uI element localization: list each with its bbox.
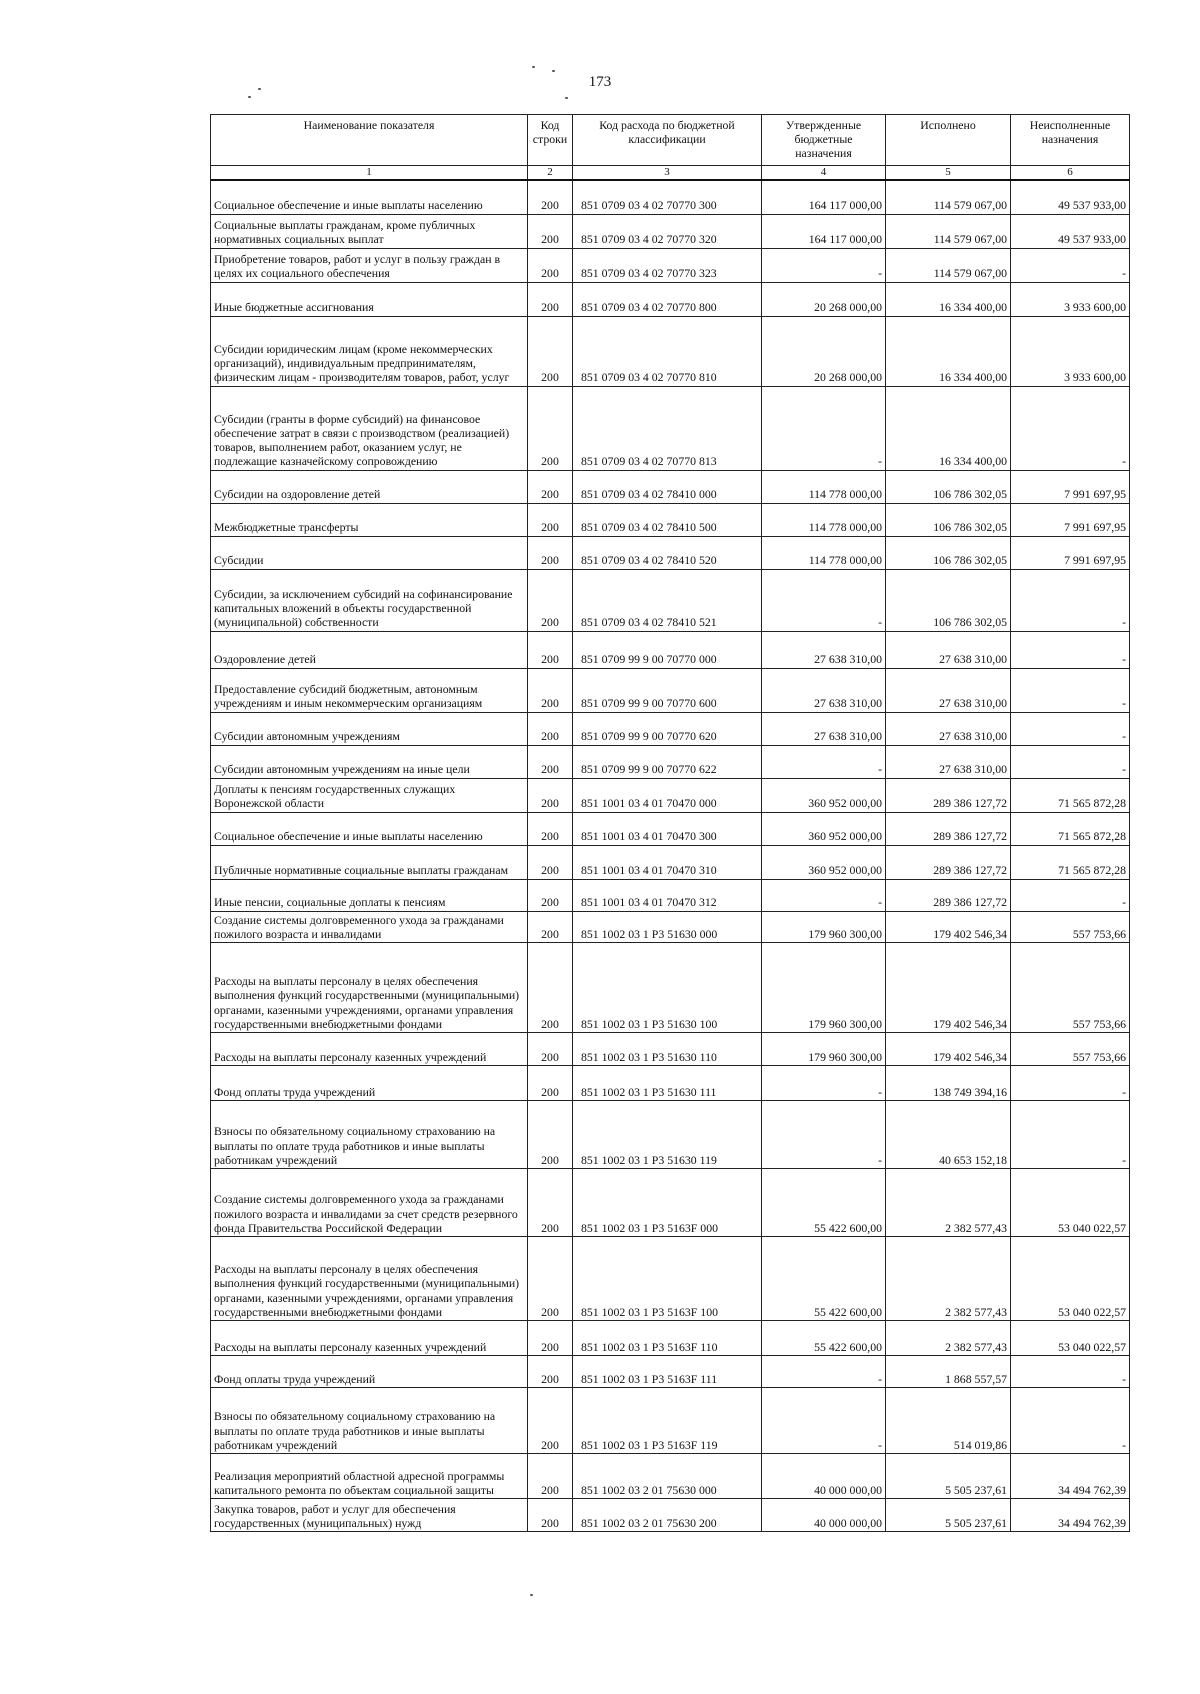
- indicator-name: Субсидии (гранты в форме субсидий) на финансовое обеспечение затрат в связи с производством (реализацией) товаров, выполнением работ, оказанием услуг, не подлежащие казначейскому сопровождению: [211, 386, 528, 470]
- executed-amount: 16 334 400,00: [886, 386, 1011, 470]
- table-row: [211, 316, 1130, 386]
- line-code: 200: [528, 778, 573, 812]
- unexecuted-amount: -: [1011, 745, 1130, 778]
- line-code: 200: [528, 282, 573, 316]
- indicator-name: Субсидии, за исключением субсидий на софинансирование капитальных вложений в объекты государственной (муниципальной) собственности: [211, 569, 528, 631]
- approved-amount: 55 422 600,00: [762, 1236, 886, 1320]
- unexecuted-amount: -: [1011, 631, 1130, 668]
- unexecuted-amount: 7 991 697,95: [1011, 536, 1130, 569]
- unexecuted-amount: 3 933 600,00: [1011, 316, 1130, 386]
- approved-amount: 27 638 310,00: [762, 668, 886, 712]
- approved-amount: 55 422 600,00: [762, 1168, 886, 1236]
- indicator-name: Социальное обеспечение и иные выплаты населению: [211, 180, 528, 214]
- classification-code: 851 0709 99 9 00 70770 622: [573, 745, 762, 778]
- line-code: 200: [528, 1032, 573, 1065]
- table-row: [211, 282, 1130, 316]
- executed-amount: 2 382 577,43: [886, 1320, 1011, 1355]
- classification-code: 851 1002 03 1 P3 51630 110: [573, 1032, 762, 1065]
- approved-amount: 360 952 000,00: [762, 812, 886, 845]
- budget-execution-table: [210, 114, 1130, 1532]
- table-row: [211, 631, 1130, 668]
- unexecuted-amount: 557 753,66: [1011, 1032, 1130, 1065]
- table-row: [211, 386, 1130, 470]
- executed-amount: 16 334 400,00: [886, 316, 1011, 386]
- table-row: [211, 503, 1130, 536]
- indicator-name: Социальные выплаты гражданам, кроме публичных нормативных социальных выплат: [211, 214, 528, 248]
- unexecuted-amount: 53 040 022,57: [1011, 1168, 1130, 1236]
- executed-amount: 27 638 310,00: [886, 668, 1011, 712]
- indicator-name: Расходы на выплаты персоналу казенных учреждений: [211, 1320, 528, 1355]
- classification-code: 851 0709 03 4 02 78410 500: [573, 503, 762, 536]
- table-row: [211, 668, 1130, 712]
- line-code: 200: [528, 631, 573, 668]
- indicator-name: Субсидии: [211, 536, 528, 569]
- indicator-name: Межбюджетные трансферты: [211, 503, 528, 536]
- classification-code: 851 1002 03 1 P3 5163F 111: [573, 1355, 762, 1387]
- line-code: 200: [528, 386, 573, 470]
- table-row: [211, 470, 1130, 503]
- classification-code: 851 0709 03 4 02 70770 810: [573, 316, 762, 386]
- table-row: [211, 942, 1130, 1032]
- executed-amount: 27 638 310,00: [886, 712, 1011, 745]
- classification-code: 851 1002 03 1 P3 51630 111: [573, 1065, 762, 1100]
- scan-speck: [565, 97, 568, 99]
- column-number: 5: [886, 166, 1011, 181]
- indicator-name: Приобретение товаров, работ и услуг в пользу граждан в целях их социального обеспечения: [211, 248, 528, 282]
- classification-code: 851 1001 03 4 01 70470 312: [573, 879, 762, 911]
- executed-amount: 289 386 127,72: [886, 812, 1011, 845]
- indicator-name: Закупка товаров, работ и услуг для обеспечения государственных (муниципальных) нужд: [211, 1498, 528, 1531]
- indicator-name: Иные пенсии, социальные доплаты к пенсиям: [211, 879, 528, 911]
- line-code: 200: [528, 812, 573, 845]
- executed-amount: 106 786 302,05: [886, 536, 1011, 569]
- unexecuted-amount: -: [1011, 1355, 1130, 1387]
- approved-amount: 164 117 000,00: [762, 214, 886, 248]
- approved-amount: 27 638 310,00: [762, 712, 886, 745]
- line-code: 200: [528, 1453, 573, 1498]
- table-row: [211, 569, 1130, 631]
- table-row: [211, 911, 1130, 942]
- approved-amount: 360 952 000,00: [762, 845, 886, 879]
- line-code: 200: [528, 248, 573, 282]
- classification-code: 851 1002 03 1 P3 5163F 000: [573, 1168, 762, 1236]
- classification-code: 851 0709 03 4 02 78410 520: [573, 536, 762, 569]
- header-indicator-name: Наименование показателя: [211, 115, 528, 166]
- approved-amount: -: [762, 1387, 886, 1453]
- classification-code: 851 0709 03 4 02 70770 300: [573, 180, 762, 214]
- unexecuted-amount: -: [1011, 879, 1130, 911]
- approved-amount: 40 000 000,00: [762, 1453, 886, 1498]
- classification-code: 851 1002 03 2 01 75630 200: [573, 1498, 762, 1531]
- approved-amount: 179 960 300,00: [762, 1032, 886, 1065]
- executed-amount: 27 638 310,00: [886, 631, 1011, 668]
- line-code: 200: [528, 1065, 573, 1100]
- header-unexecuted: Неисполненные назначения: [1011, 115, 1130, 166]
- line-code: 200: [528, 470, 573, 503]
- executed-amount: 106 786 302,05: [886, 503, 1011, 536]
- executed-amount: 114 579 067,00: [886, 180, 1011, 214]
- scan-speck: [530, 1594, 533, 1596]
- unexecuted-amount: 3 933 600,00: [1011, 282, 1130, 316]
- indicator-name: Доплаты к пенсиям государственных служащих Воронежской области: [211, 778, 528, 812]
- header-executed: Исполнено: [886, 115, 1011, 166]
- line-code: 200: [528, 911, 573, 942]
- indicator-name: Реализация мероприятий областной адресной программы капитального ремонта по объектам социальной защиты: [211, 1453, 528, 1498]
- line-code: 200: [528, 1100, 573, 1168]
- scan-speck: [258, 88, 261, 90]
- line-code: 200: [528, 503, 573, 536]
- indicator-name: Субсидии юридическим лицам (кроме некоммерческих организаций), индивидуальным предпринимателям, физическим лицам - производителям товаров, работ, услуг: [211, 316, 528, 386]
- approved-amount: -: [762, 569, 886, 631]
- line-code: 200: [528, 879, 573, 911]
- executed-amount: 106 786 302,05: [886, 470, 1011, 503]
- column-number: 2: [528, 166, 573, 181]
- classification-code: 851 1002 03 1 P3 51630 000: [573, 911, 762, 942]
- executed-amount: 106 786 302,05: [886, 569, 1011, 631]
- indicator-name: Расходы на выплаты персоналу в целях обеспечения выполнения функций государственными (муниципальными) органами, казенными учреждениями, органами управления государственными внебюджетными фондами: [211, 1236, 528, 1320]
- indicator-name: Публичные нормативные социальные выплаты гражданам: [211, 845, 528, 879]
- table-row: [211, 845, 1130, 879]
- header-approved: Утвержденные бюджетные назначения: [762, 115, 886, 166]
- indicator-name: Взносы по обязательному социальному страхованию на выплаты по оплате труда работников и иные выплаты работникам учреждений: [211, 1100, 528, 1168]
- approved-amount: 40 000 000,00: [762, 1498, 886, 1531]
- indicator-name: Фонд оплаты труда учреждений: [211, 1355, 528, 1387]
- indicator-name: Субсидии на оздоровление детей: [211, 470, 528, 503]
- line-code: 200: [528, 569, 573, 631]
- unexecuted-amount: 71 565 872,28: [1011, 845, 1130, 879]
- table-row: [211, 180, 1130, 214]
- table-row: [211, 712, 1130, 745]
- line-code: 200: [528, 536, 573, 569]
- approved-amount: -: [762, 1100, 886, 1168]
- table-row: [211, 1100, 1130, 1168]
- indicator-name: Социальное обеспечение и иные выплаты населению: [211, 812, 528, 845]
- table-row: [211, 1498, 1130, 1531]
- line-code: 200: [528, 942, 573, 1032]
- approved-amount: 27 638 310,00: [762, 631, 886, 668]
- executed-amount: 114 579 067,00: [886, 248, 1011, 282]
- classification-code: 851 0709 99 9 00 70770 620: [573, 712, 762, 745]
- unexecuted-amount: -: [1011, 668, 1130, 712]
- table-row: [211, 879, 1130, 911]
- scan-speck: [248, 96, 251, 98]
- executed-amount: 2 382 577,43: [886, 1168, 1011, 1236]
- table-row: [211, 1168, 1130, 1236]
- line-code: 200: [528, 845, 573, 879]
- executed-amount: 40 653 152,18: [886, 1100, 1011, 1168]
- unexecuted-amount: -: [1011, 1065, 1130, 1100]
- indicator-name: Расходы на выплаты персоналу казенных учреждений: [211, 1032, 528, 1065]
- executed-amount: 289 386 127,72: [886, 879, 1011, 911]
- indicator-name: Фонд оплаты труда учреждений: [211, 1065, 528, 1100]
- executed-amount: 179 402 546,34: [886, 911, 1011, 942]
- table-row: [211, 536, 1130, 569]
- unexecuted-amount: 34 494 762,39: [1011, 1453, 1130, 1498]
- executed-amount: 16 334 400,00: [886, 282, 1011, 316]
- table-row: [211, 248, 1130, 282]
- approved-amount: 164 117 000,00: [762, 180, 886, 214]
- classification-code: 851 0709 03 4 02 78410 000: [573, 470, 762, 503]
- line-code: 200: [528, 668, 573, 712]
- executed-amount: 289 386 127,72: [886, 778, 1011, 812]
- indicator-name: Создание системы долговременного ухода за гражданами пожилого возраста и инвалидами за счет средств резервного фонда Правительства Российской Федерации: [211, 1168, 528, 1236]
- approved-amount: 114 778 000,00: [762, 503, 886, 536]
- unexecuted-amount: -: [1011, 386, 1130, 470]
- table-row: [211, 1355, 1130, 1387]
- line-code: 200: [528, 1168, 573, 1236]
- executed-amount: 2 382 577,43: [886, 1236, 1011, 1320]
- classification-code: 851 1001 03 4 01 70470 000: [573, 778, 762, 812]
- line-code: 200: [528, 745, 573, 778]
- unexecuted-amount: -: [1011, 712, 1130, 745]
- line-code: 200: [528, 1236, 573, 1320]
- table-row: [211, 745, 1130, 778]
- executed-amount: 5 505 237,61: [886, 1453, 1011, 1498]
- unexecuted-amount: 49 537 933,00: [1011, 180, 1130, 214]
- line-code: 200: [528, 180, 573, 214]
- classification-code: 851 1002 03 1 P3 5163F 110: [573, 1320, 762, 1355]
- approved-amount: -: [762, 248, 886, 282]
- indicator-name: Иные бюджетные ассигнования: [211, 282, 528, 316]
- column-number: 6: [1011, 166, 1130, 181]
- unexecuted-amount: -: [1011, 1100, 1130, 1168]
- approved-amount: 114 778 000,00: [762, 536, 886, 569]
- line-code: 200: [528, 1320, 573, 1355]
- classification-code: 851 0709 03 4 02 70770 800: [573, 282, 762, 316]
- column-number: 1: [211, 166, 528, 181]
- header-row: [211, 115, 1130, 166]
- classification-code: 851 0709 03 4 02 78410 521: [573, 569, 762, 631]
- approved-amount: 20 268 000,00: [762, 316, 886, 386]
- table-row: [211, 1032, 1130, 1065]
- indicator-name: Предоставление субсидий бюджетным, автономным учреждениям и иным некоммерческим организациям: [211, 668, 528, 712]
- classification-code: 851 1002 03 1 P3 5163F 100: [573, 1236, 762, 1320]
- indicator-name: Создание системы долговременного ухода за гражданами пожилого возраста и инвалидами: [211, 911, 528, 942]
- approved-amount: 360 952 000,00: [762, 778, 886, 812]
- executed-amount: 1 868 557,57: [886, 1355, 1011, 1387]
- table-body: [211, 180, 1130, 1531]
- classification-code: 851 1002 03 2 01 75630 000: [573, 1453, 762, 1498]
- executed-amount: 114 579 067,00: [886, 214, 1011, 248]
- approved-amount: -: [762, 1355, 886, 1387]
- line-code: 200: [528, 214, 573, 248]
- classification-code: 851 0709 03 4 02 70770 323: [573, 248, 762, 282]
- line-code: 200: [528, 1387, 573, 1453]
- executed-amount: 179 402 546,34: [886, 942, 1011, 1032]
- approved-amount: 55 422 600,00: [762, 1320, 886, 1355]
- classification-code: 851 1001 03 4 01 70470 310: [573, 845, 762, 879]
- classification-code: 851 0709 03 4 02 70770 320: [573, 214, 762, 248]
- line-code: 200: [528, 1355, 573, 1387]
- line-code: 200: [528, 316, 573, 386]
- approved-amount: 114 778 000,00: [762, 470, 886, 503]
- executed-amount: 5 505 237,61: [886, 1498, 1011, 1531]
- unexecuted-amount: 557 753,66: [1011, 911, 1130, 942]
- indicator-name: Расходы на выплаты персоналу в целях обеспечения выполнения функций государственными (муниципальными) органами, казенными учреждениями, органами управления государственными внебюджетными фондами: [211, 942, 528, 1032]
- approved-amount: -: [762, 745, 886, 778]
- line-code: 200: [528, 712, 573, 745]
- column-number-row: [211, 166, 1130, 181]
- header-line-code: Код строки: [528, 115, 573, 166]
- indicator-name: Субсидии автономным учреждениям: [211, 712, 528, 745]
- indicator-name: Субсидии автономным учреждениям на иные цели: [211, 745, 528, 778]
- table-row: [211, 1236, 1130, 1320]
- table-row: [211, 1453, 1130, 1498]
- classification-code: 851 1002 03 1 P3 5163F 119: [573, 1387, 762, 1453]
- table-row: [211, 1387, 1130, 1453]
- unexecuted-amount: 7 991 697,95: [1011, 503, 1130, 536]
- table-row: [211, 812, 1130, 845]
- approved-amount: 20 268 000,00: [762, 282, 886, 316]
- column-number: 3: [573, 166, 762, 181]
- unexecuted-amount: 71 565 872,28: [1011, 778, 1130, 812]
- unexecuted-amount: 34 494 762,39: [1011, 1498, 1130, 1531]
- approved-amount: -: [762, 879, 886, 911]
- table-row: [211, 778, 1130, 812]
- unexecuted-amount: 53 040 022,57: [1011, 1320, 1130, 1355]
- column-number: 4: [762, 166, 886, 181]
- header-classification-code: Код расхода по бюджетной классификации: [573, 115, 762, 166]
- approved-amount: 179 960 300,00: [762, 942, 886, 1032]
- scan-speck: [552, 70, 555, 72]
- scan-speck: [532, 66, 535, 68]
- unexecuted-amount: 557 753,66: [1011, 942, 1130, 1032]
- line-code: 200: [528, 1498, 573, 1531]
- unexecuted-amount: 49 537 933,00: [1011, 214, 1130, 248]
- executed-amount: 138 749 394,16: [886, 1065, 1011, 1100]
- table-row: [211, 1065, 1130, 1100]
- executed-amount: 27 638 310,00: [886, 745, 1011, 778]
- indicator-name: Оздоровление детей: [211, 631, 528, 668]
- classification-code: 851 0709 03 4 02 70770 813: [573, 386, 762, 470]
- classification-code: 851 0709 99 9 00 70770 600: [573, 668, 762, 712]
- executed-amount: 179 402 546,34: [886, 1032, 1011, 1065]
- classification-code: 851 1002 03 1 P3 51630 100: [573, 942, 762, 1032]
- classification-code: 851 1001 03 4 01 70470 300: [573, 812, 762, 845]
- unexecuted-amount: -: [1011, 248, 1130, 282]
- indicator-name: Взносы по обязательному социальному страхованию на выплаты по оплате труда работников и иные выплаты работникам учреждений: [211, 1387, 528, 1453]
- approved-amount: -: [762, 386, 886, 470]
- table-row: [211, 1320, 1130, 1355]
- approved-amount: 179 960 300,00: [762, 911, 886, 942]
- unexecuted-amount: 7 991 697,95: [1011, 470, 1130, 503]
- approved-amount: -: [762, 1065, 886, 1100]
- page-number: 173: [588, 74, 612, 90]
- executed-amount: 514 019,86: [886, 1387, 1011, 1453]
- executed-amount: 289 386 127,72: [886, 845, 1011, 879]
- unexecuted-amount: -: [1011, 1387, 1130, 1453]
- classification-code: 851 1002 03 1 P3 51630 119: [573, 1100, 762, 1168]
- unexecuted-amount: 71 565 872,28: [1011, 812, 1130, 845]
- unexecuted-amount: -: [1011, 569, 1130, 631]
- unexecuted-amount: 53 040 022,57: [1011, 1236, 1130, 1320]
- table-row: [211, 214, 1130, 248]
- classification-code: 851 0709 99 9 00 70770 000: [573, 631, 762, 668]
